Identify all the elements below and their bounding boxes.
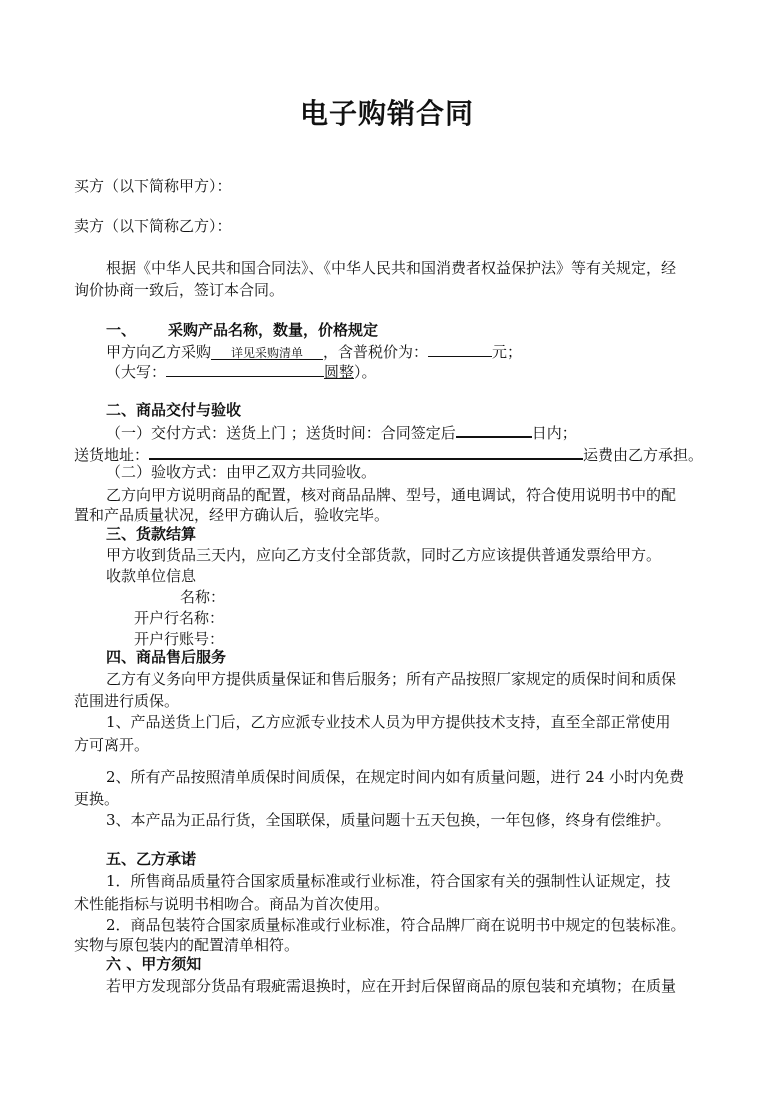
service-item-3: 3、本产品为正品行货，全国联保，质量问题十五天包换，一年包修，终身有偿维护。 [106, 811, 671, 829]
capital-close: ）。 [354, 363, 377, 381]
capital-amount-blank [166, 360, 324, 377]
address-blank [149, 442, 583, 460]
section-1-price-line [106, 340, 522, 362]
delivery-days-blank [456, 420, 532, 438]
promise-item-2-line-2: 实物与原包装内的配置清单相符。 [74, 936, 300, 954]
service-item-2-line-1: 2、所有产品按照清单质保时间质保，在规定时间内如有质量问题，进行 24 小时内免费 [106, 768, 685, 786]
buyer-line: 买方（以下简称甲方）： [74, 177, 232, 195]
capital-label: （大写： [106, 363, 167, 381]
section-6-heading: 六 、甲方须知 [106, 955, 202, 973]
payee-account-label: 开户行账号： [134, 630, 225, 648]
address-label: 送货地址： [74, 446, 150, 464]
delivery-method-line [106, 420, 577, 443]
section-5-heading: 五、乙方承诺 [106, 850, 197, 868]
intro-line-1: 根据《中华人民共和国合同法》、《中华人民共和国消费者权益保护法》等有关规定，经 [106, 259, 677, 277]
promise-item-1-line-2: 术性能指标与说明书相吻合。商品为首次使用。 [74, 895, 390, 913]
payee-name-label: 名称： [180, 588, 226, 606]
service-para-1-line-1: 乙方有义务向甲方提供质量保证和售后服务；所有产品按照厂家规定的质保时间和质保 [106, 670, 677, 688]
acceptance-line: （二）验收方式：由甲乙双方共同验收。 [106, 463, 377, 481]
freight-label: 运费由乙方承担。 [583, 446, 704, 464]
payee-info-label: 收款单位信息 [106, 567, 197, 585]
acceptance-para-2: 置和产品质量状况，经甲方确认后，验收完毕。 [74, 506, 390, 524]
days-label: 日内； [531, 424, 577, 442]
service-para-1-line-2: 范围进行质保。 [74, 692, 180, 710]
section-1-heading [106, 320, 378, 340]
promise-item-2-line-1: 2．商品包装符合国家质量标准或行业标准，符合品牌厂商在说明书中规定的包装标准。 [106, 916, 686, 934]
tax-price-label: ，含普税价为： [323, 343, 429, 361]
promise-item-1-line-1: 1．所售商品质量符合国家质量标准或行业标准，符合国家有关的强制性认证规定，技 [106, 872, 671, 890]
section-3-heading: 三、货款结算 [106, 525, 197, 543]
document-title: 电子购销合同 [299, 97, 474, 130]
service-item-1-line-1: 1、产品送货上门后，乙方应派专业技术人员为甲方提供技术支持，直至全部正常使用 [106, 713, 671, 731]
acceptance-para-1: 乙方向甲方说明商品的配置，核对商品品牌、型号，通电调试，符合使用说明书中的配 [106, 486, 677, 504]
service-item-2-line-2: 更换。 [74, 790, 120, 808]
yuanzheng-label: 圆整 [324, 363, 355, 381]
delivery-method-label: （一）交付方式：送货上门 ；送货时间：合同签定后 [106, 424, 456, 442]
section-1-title: 采购产品名称，数量，价格规定 [168, 321, 379, 339]
section-2-heading: 二、商品交付与验收 [106, 401, 242, 419]
seller-line: 卖方（以下简称乙方）： [74, 217, 232, 235]
purchase-label: 甲方向乙方采购 [106, 343, 212, 361]
purchase-list-field: 详见采购清单 [211, 343, 323, 360]
section-1-amount-line [106, 360, 377, 382]
price-blank [428, 340, 492, 357]
section-1-number: 一、 [106, 321, 137, 339]
service-item-1-line-2: 方可离开。 [74, 736, 150, 754]
payment-line: 甲方收到货品三天内，应向乙方支付全部货款，同时乙方应该提供普通发票给甲方。 [106, 546, 662, 564]
buyer-notice-line-1: 若甲方发现部分货品有瑕疵需退换时，应在开封后保留商品的原包装和充填物；在质量 [106, 977, 677, 995]
yuan-label: 元； [492, 343, 523, 361]
intro-line-2: 询价协商一致后，签订本合同。 [74, 281, 285, 299]
section-4-heading: 四、商品售后服务 [106, 648, 227, 666]
payee-bank-label: 开户行名称： [134, 609, 225, 627]
